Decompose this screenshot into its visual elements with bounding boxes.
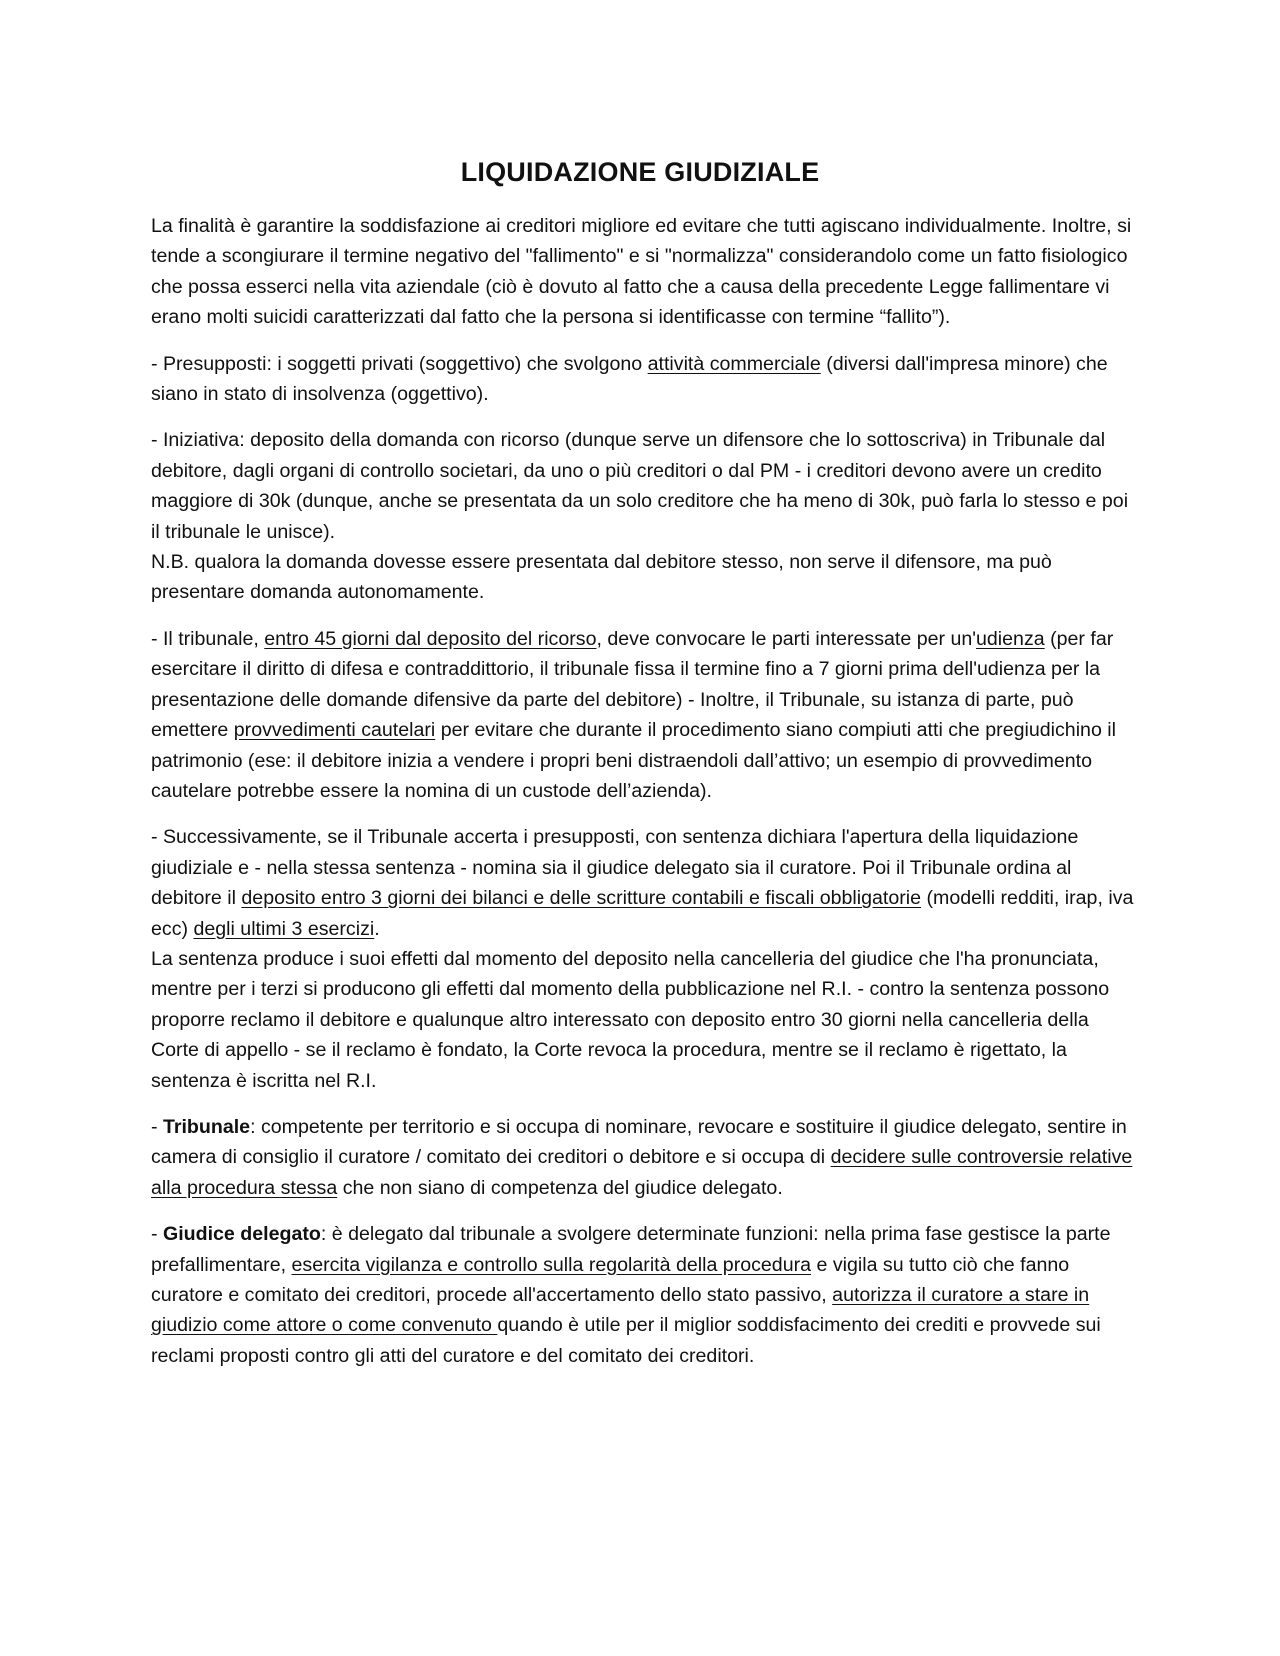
paragraph-tribunale — [151, 1112, 1136, 1203]
bold-term: Tribunale — [162, 1115, 251, 1138]
underlined-text: entro 45 giorni dal deposito del ricorso — [264, 627, 597, 650]
underlined-text: provvedimenti cautelari — [233, 719, 436, 742]
document-body — [151, 211, 1136, 1387]
text-run: : competente per territorio e si occupa di nominare, revocare e sostituire il giudice delegato, sentire in camera di consiglio il curatore / comitato dei creditori o debitore e si occupa di — [151, 1115, 1127, 1169]
text-run: (diversi dall'impresa minore) che siano in stato di insolvenza (oggettivo). — [151, 352, 1108, 406]
paragraph-tribunale-udienza — [151, 624, 1136, 806]
underlined-text: esercita vigilanza e controllo sulla regolarità della procedura — [291, 1253, 812, 1276]
text-run: - — [151, 1115, 163, 1138]
paragraph-intro — [151, 211, 1136, 333]
page-title: LIQUIDAZIONE GIUDIZIALE — [460, 157, 820, 187]
text-run: La finalità è garantire la soddisfazione ai creditori migliore ed evitare che tutti agiscano individualmente. Inoltre, si tende a scongiurare il termine negativo del "fallimento" e si "normalizza" considerandolo come un fatto fisiologico che possa esserci nella vita aziendale (ciò è dovuto al fatto che a causa della precedente Legge fallimentare vi erano molti suicidi caratterizzati dal fatto che la persona si identificasse con termine “fallito”). — [151, 215, 1132, 329]
text-run: che non siano di competenza del giudice delegato. — [337, 1176, 783, 1199]
paragraph-presupposti — [151, 349, 1136, 410]
text-run-nb: N.B. qualora la domanda dovesse essere presentata dal debitore stesso, non serve il difensore, ma può presentare domanda autonomamente. — [151, 551, 1052, 604]
underlined-text: autorizza il curatore a stare in giudizio come attore o come convenuto — [151, 1284, 1090, 1337]
text-run: quando è utile per il miglior soddisfacimento dei crediti e provvede sui reclami proposti contro gli atti del curatore e del comitato dei creditori. — [151, 1314, 1101, 1367]
text-run: e vigila su tutto ciò che fanno curatore e comitato dei creditori, procede all'accertamento dello stato passivo, — [151, 1253, 1070, 1306]
paragraph-iniziativa — [151, 425, 1136, 607]
underlined-text: udienza — [976, 627, 1045, 650]
underlined-text: deposito entro 3 giorni dei bilanci e delle scritture contabili e fiscali obbligatorie — [241, 887, 922, 910]
text-run: - Successivamente, se il Tribunale accerta i presupposti, con sentenza dichiara l'apertura della liquidazione giudiziale e - nella stessa sentenza - nomina sia il giudice delegato sia il curatore. Poi il Tribunale ordina al debitore il — [151, 826, 1079, 910]
underlined-text: degli ultimi 3 esercizi — [193, 917, 375, 940]
text-run: per evitare che durante il procedimento siano compiuti atti che pregiudichino il patrimonio (ese: il debitore inizia a vendere i propri beni distraendoli dall’attivo; un esempio di provvedimento cautelare potrebbe essere la nomina di un custode dell’azienda). — [151, 719, 1116, 802]
text-run: - Presupposti: i soggetti privati (soggettivo) che svolgono — [151, 352, 648, 375]
paragraph-giudice-delegato — [151, 1219, 1136, 1371]
text-run: - — [151, 1223, 163, 1246]
text-run: - Il tribunale, — [151, 627, 265, 650]
text-run: (modelli redditi, irap, iva ecc) — [151, 887, 1134, 940]
bold-term: Giudice delegato — [162, 1223, 321, 1246]
text-run: , deve convocare le parti interessate per un' — [596, 627, 976, 650]
underlined-text: decidere sulle controversie relative alla procedura stessa — [151, 1146, 1133, 1199]
text-run: . — [374, 917, 380, 940]
underlined-text: attività commerciale — [647, 352, 821, 375]
text-run: : è delegato dal tribunale a svolgere determinate funzioni: nella prima fase gestisce la parte prefallimentare, — [151, 1223, 1111, 1276]
text-run: (per far esercitare il diritto di difesa e contraddittorio, il tribunale fissa il termine fino a 7 giorni prima dell'udienza per la presentazione delle domande difensive da parte del debitore) - Inoltre, il Tribunale, su istanza di parte, può emettere — [151, 627, 1114, 742]
paragraph-sentenza — [151, 822, 1136, 1096]
text-run: La sentenza produce i suoi effetti dal momento del deposito nella cancelleria del giudice che l'ha pronunciata, mentre per i terzi si producono gli effetti dal momento della pubblicazione nel R.I. - contro la sentenza possono proporre reclamo il debitore e qualunque altro interessato con deposito entro 30 giorni nella cancelleria della Corte di appello - se il reclamo è fondato, la Corte revoca la procedura, mentre se il reclamo è rigettato, la sentenza è iscritta nel R.I. — [151, 947, 1110, 1092]
text-run: - Iniziativa: deposito della domanda con ricorso (dunque serve un difensore che lo sottoscriva) in Tribunale dal debitore, dagli organi di controllo societari, da uno o più creditori o dal PM - i creditori devono avere un credito maggiore di 30k (dunque, anche se presentata da un solo creditore che ha meno di 30k, può farla lo stesso e poi il tribunale le unisce). — [151, 429, 1129, 543]
